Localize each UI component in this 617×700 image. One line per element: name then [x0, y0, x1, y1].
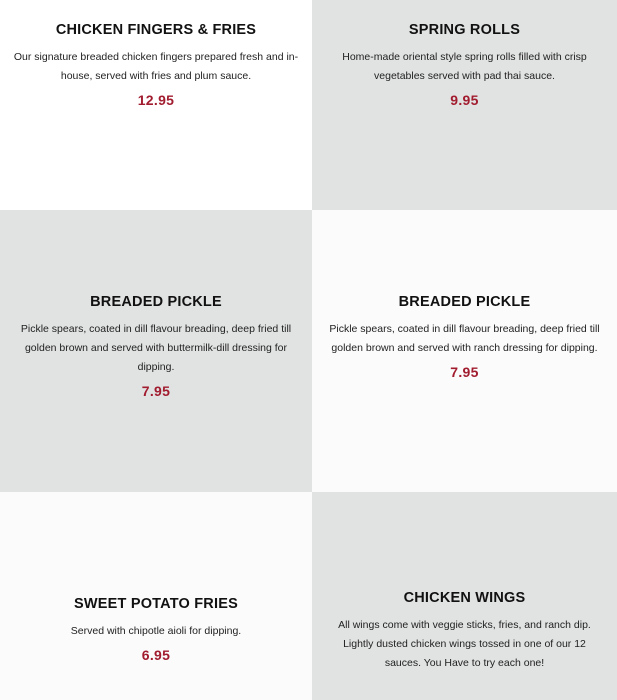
menu-item-title: SWEET POTATO FRIES: [74, 596, 238, 612]
menu-item-description: Pickle spears, coated in dill flavour breading, deep fried till golden brown and served with buttermilk-dill dressing for dipping.: [20, 323, 292, 373]
menu-item-breaded-pickle-ranch[interactable]: [312, 210, 617, 492]
menu-item-price: 9.95: [450, 92, 479, 108]
menu-item-title: SPRING ROLLS: [408, 22, 521, 38]
menu-item-price: 12.95: [137, 92, 175, 108]
menu-item-spring-rolls[interactable]: [312, 0, 617, 210]
menu-item-chicken-fingers[interactable]: [0, 0, 312, 210]
menu-item-price: 7.95: [450, 364, 479, 380]
menu-item-price: 7.95: [141, 383, 171, 399]
menu-item-description: Served with chipotle aioli for dipping.: [70, 625, 242, 637]
menu-item-chicken-wings[interactable]: [312, 492, 617, 700]
menu-item-price: 6.95: [141, 647, 171, 663]
menu-item-title: BREADED PICKLE: [90, 294, 222, 310]
menu-item-description: Our signature breaded chicken fingers prepared fresh and in-house, served with fries and plum sauce.: [13, 51, 299, 82]
menu-item-description: Home-made oriental style spring rolls filled with crisp vegetables served with pad thai sauce.: [342, 51, 587, 82]
menu-item-title: CHICKEN FINGERS & FRIES: [55, 22, 257, 38]
menu-item-title: CHICKEN WINGS: [403, 590, 526, 606]
menu-item-breaded-pickle-buttermilk[interactable]: [0, 210, 312, 492]
menu-item-sweet-potato-fries[interactable]: [0, 492, 312, 700]
menu-item-title: BREADED PICKLE: [398, 294, 531, 310]
menu-item-description: All wings come with veggie sticks, fries, and ranch dip. Lightly dusted chicken wings tossed in one of our 12 sauces. You Have to try each one!: [338, 619, 591, 669]
menu-item-description: Pickle spears, coated in dill flavour breading, deep fried till golden brown and served with ranch dressing for dipping.: [329, 323, 600, 354]
